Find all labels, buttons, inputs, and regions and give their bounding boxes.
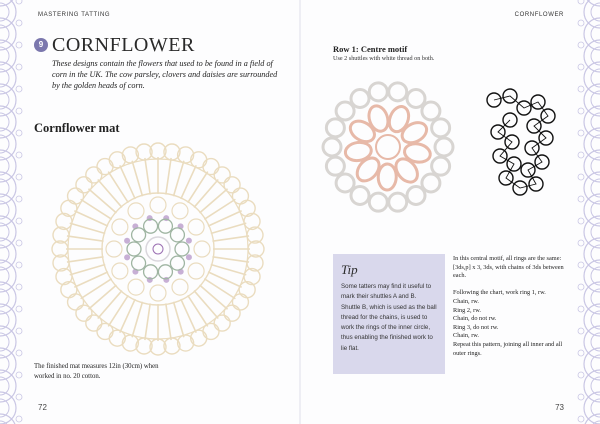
page-number-right: 73 — [555, 403, 564, 412]
mat-daisy — [150, 197, 166, 213]
instruction-step: Chain, rw. — [453, 332, 479, 340]
motif-outer-ring — [336, 102, 354, 120]
instructions-steps — [453, 289, 571, 358]
mat-corn-ray — [98, 179, 122, 207]
lace-picot — [16, 350, 22, 356]
lace-ring — [584, 40, 600, 72]
lace-picot — [578, 20, 584, 26]
instruction-step: Ring 2, rw. — [453, 306, 481, 314]
lace-picot — [16, 284, 22, 290]
mat-outer-scallop — [61, 200, 77, 216]
lace-picot — [16, 240, 22, 246]
mat-clover — [186, 238, 192, 244]
mat-green-ring — [132, 228, 146, 242]
motif-centre — [376, 135, 400, 159]
mat-corn-ray — [173, 302, 183, 338]
lace-border-right — [574, 0, 600, 424]
lace-ring — [584, 128, 600, 160]
motif-outer-ring — [389, 83, 407, 101]
running-head-right: CORNFLOWER — [514, 12, 564, 18]
lace-picot — [578, 174, 584, 180]
lace-picot — [578, 86, 584, 92]
lace-ring — [0, 216, 16, 248]
lace-picot — [16, 64, 22, 70]
lace-ring — [0, 326, 16, 358]
mat-green-ring — [170, 256, 184, 270]
lace-picot — [578, 328, 584, 334]
lace-ring — [584, 392, 600, 424]
motif-inner-ring — [386, 104, 412, 135]
lace-ring — [584, 150, 600, 182]
lace-picot — [578, 108, 584, 114]
lace-picot — [16, 372, 22, 378]
lace-picot — [16, 262, 22, 268]
motif-inner-ring — [399, 119, 430, 147]
mat-daisy — [128, 279, 144, 295]
centre-motif-chart — [476, 86, 568, 198]
mat-heading: Cornflower mat — [34, 121, 120, 135]
lace-picot — [578, 416, 584, 422]
lace-ring — [0, 260, 16, 292]
mat-corn-ray — [88, 285, 116, 309]
mat-corn-ray — [132, 302, 142, 338]
lace-ring — [0, 84, 16, 116]
instructions-intro: In this central motif, all rings are the same: [3ds,p] x 3, 3ds, with chains of 3ds between each. — [453, 255, 564, 280]
mat-corn-ray — [200, 285, 228, 309]
motif-outer-ring — [351, 90, 369, 108]
mat-daisy — [112, 263, 128, 279]
mat-outer-scallop — [239, 282, 255, 298]
page-title: CORNFLOWER — [52, 34, 195, 56]
lace-ring — [0, 194, 16, 226]
lace-ring — [0, 62, 16, 94]
tip-box — [333, 254, 445, 374]
mat-daisy — [112, 219, 128, 235]
lace-ring — [0, 172, 16, 204]
tip-text: Some tatters may find it useful to mark their shuttles A and B. Shuttle B, which is used as the ball thread for the chains, is used to work the rings of the inner circle, thus enabling the finished work to lie flat. — [341, 283, 437, 352]
lace-ring — [584, 282, 600, 314]
mat-centre — [146, 237, 170, 261]
mat-daisy — [172, 203, 188, 219]
motif-outer-ring — [369, 83, 387, 101]
motif-outer-ring — [432, 119, 450, 137]
chapter-number-badge: 9 — [34, 38, 48, 52]
instruction-step: Ring 3, do not rw. — [453, 323, 499, 331]
mat-green-ring — [175, 242, 189, 256]
mat-corn-ray — [166, 158, 171, 195]
lace-ring — [584, 18, 600, 50]
lace-picot — [578, 130, 584, 136]
motif-outer-ring — [407, 186, 425, 204]
mat-corn-ray — [145, 303, 150, 340]
lace-picot — [16, 0, 22, 4]
mat-clover — [186, 254, 192, 260]
mat-corn-ray — [67, 236, 104, 241]
lace-ring — [0, 304, 16, 336]
mat-daisy — [194, 241, 210, 257]
motif-outer-ring — [389, 193, 407, 211]
instruction-step: Following the chart, work ring 1, rw. — [453, 289, 546, 297]
lace-ring — [0, 238, 16, 270]
mat-green-ring — [158, 219, 172, 233]
mat-corn-ray — [211, 223, 247, 233]
lace-ring — [584, 370, 600, 402]
motif-inner-ring — [366, 103, 391, 133]
lace-ring — [584, 84, 600, 116]
lace-ring — [0, 106, 16, 138]
lace-picot — [16, 108, 22, 114]
lace-picot — [578, 0, 584, 4]
lace-ring — [0, 282, 16, 314]
mat-corn-ray — [173, 161, 183, 197]
lace-picot — [578, 394, 584, 400]
mat-corn-ray — [212, 257, 249, 262]
lace-picot — [578, 42, 584, 48]
mat-green-ring — [144, 219, 158, 233]
lace-ring — [0, 348, 16, 380]
mat-corn-ray — [145, 158, 150, 195]
motif-outer-ring — [351, 186, 369, 204]
instruction-step: Chain, do not rw. — [453, 315, 497, 323]
lace-ring — [0, 128, 16, 160]
motif-outer-ring — [422, 102, 440, 120]
lace-ring — [0, 370, 16, 402]
lace-picot — [578, 64, 584, 70]
lace-ring — [0, 150, 16, 182]
mat-clover — [124, 238, 130, 244]
mat-daisy — [188, 219, 204, 235]
mat-corn-ray — [98, 291, 122, 319]
cornflower-mat-photo — [32, 140, 284, 358]
lace-picot — [16, 218, 22, 224]
lace-ring — [584, 238, 600, 270]
mat-ring — [102, 193, 214, 305]
motif-outer-ring — [326, 157, 344, 175]
mat-green-ring — [132, 256, 146, 270]
mat-corn-ray — [166, 303, 171, 340]
running-head-left: MASTERING TATTING — [38, 12, 111, 18]
lace-ring — [0, 40, 16, 72]
mat-caption: The finished mat measures 12in (30cm) when worked in no. 20 cotton. — [34, 363, 159, 380]
lace-ring — [584, 216, 600, 248]
lace-picot — [16, 152, 22, 158]
lace-ring — [0, 18, 16, 50]
lace-ring — [584, 62, 600, 94]
lace-picot — [578, 262, 584, 268]
motif-outer-ring — [432, 157, 450, 175]
lace-picot — [578, 152, 584, 158]
lace-picot — [16, 416, 22, 422]
lace-picot — [16, 306, 22, 312]
mat-corn-ray — [194, 291, 218, 319]
instruction-step: Chain, rw. — [453, 297, 479, 305]
mat-corn-ray — [70, 223, 106, 233]
mat-centre-ring — [153, 244, 163, 254]
motif-outer-ring — [369, 193, 387, 211]
mat-daisy — [150, 285, 166, 301]
row-subheading: Use 2 shuttles with white thread on both. — [333, 55, 435, 62]
lace-ring — [584, 260, 600, 292]
tip-title: Tip — [341, 262, 358, 277]
page-number-left: 72 — [38, 403, 47, 412]
lace-picot — [16, 174, 22, 180]
mat-daisy — [128, 203, 144, 219]
lace-picot — [578, 372, 584, 378]
motif-outer-ring — [407, 90, 425, 108]
mat-green-ring — [144, 265, 158, 279]
lace-ring — [584, 304, 600, 336]
lace-picot — [578, 240, 584, 246]
mat-corn-ray — [67, 257, 104, 262]
book-gutter — [299, 0, 301, 424]
lace-picot — [578, 306, 584, 312]
lace-picot — [16, 42, 22, 48]
lace-picot — [16, 328, 22, 334]
lace-picot — [16, 394, 22, 400]
mat-daisy — [188, 263, 204, 279]
motif-outer-ring — [336, 174, 354, 192]
lace-picot — [16, 20, 22, 26]
instructions — [453, 255, 571, 358]
motif-outer-ring — [323, 138, 341, 156]
intro-paragraph: These designs contain the flowers that used to be found in a field of corn in the UK. The cow parsley, clovers and daisies are surrounded by the golden heads of corn. — [52, 59, 278, 90]
mat-corn-ray — [211, 264, 247, 274]
lace-ring — [584, 172, 600, 204]
lace-ring — [584, 106, 600, 138]
lace-picot — [578, 218, 584, 224]
lace-ring — [0, 392, 16, 424]
instruction-step: Repeat this pattern, joining all inner and all outer rings. — [453, 340, 563, 357]
chart-chain — [494, 96, 548, 188]
mat-corn-ray — [88, 189, 116, 213]
mat-daisy — [106, 241, 122, 257]
motif-outer-ring — [435, 138, 453, 156]
motif-outer-ring — [326, 119, 344, 137]
mat-corn-ray — [212, 236, 249, 241]
mat-daisy — [172, 279, 188, 295]
mat-outer-scallop — [191, 152, 207, 168]
mat-corn-ray — [70, 264, 106, 274]
lace-picot — [16, 130, 22, 136]
motif-inner-ring — [378, 164, 397, 190]
mat-green-ring — [170, 228, 184, 242]
motif-inner-ring — [347, 117, 379, 146]
row-heading: Row 1: Centre motif — [333, 44, 408, 54]
lace-ring — [584, 194, 600, 226]
mat-clover — [124, 254, 130, 260]
mat-corn-ray — [200, 189, 228, 213]
mat-corn-ray — [132, 161, 142, 197]
lace-ring — [584, 348, 600, 380]
mat-green-ring — [158, 265, 172, 279]
lace-picot — [16, 196, 22, 202]
mat-green-ring — [127, 242, 141, 256]
lace-ring — [584, 326, 600, 358]
mat-outer-scallop — [109, 330, 125, 346]
lace-border-left — [0, 0, 26, 424]
centre-motif-photo — [308, 78, 468, 216]
mat-corn-ray — [194, 179, 218, 207]
lace-picot — [578, 350, 584, 356]
lace-picot — [578, 196, 584, 202]
lace-picot — [16, 86, 22, 92]
lace-picot — [578, 284, 584, 290]
motif-outer-ring — [422, 174, 440, 192]
